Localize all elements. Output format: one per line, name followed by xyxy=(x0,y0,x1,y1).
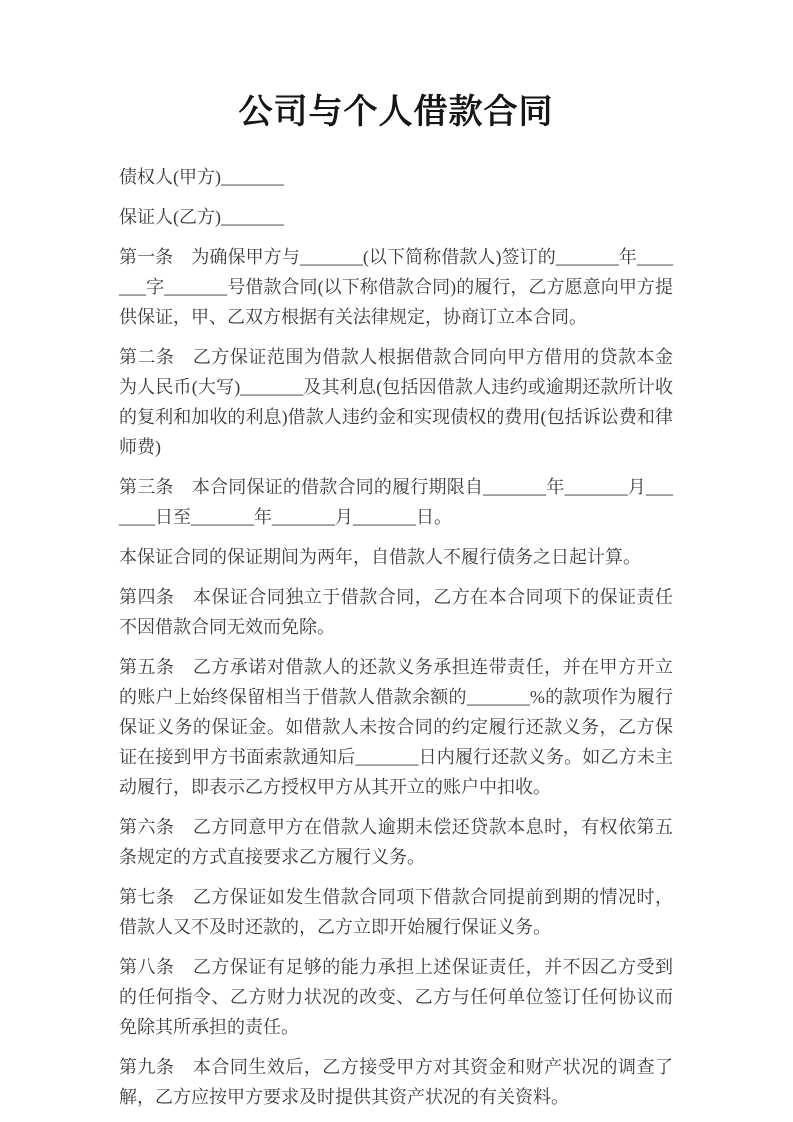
clause-6: 第六条 乙方同意甲方在借款人逾期未偿还贷款本息时，有权依第五条规定的方式直接要求乙方履行义务。 xyxy=(119,817,673,867)
document-title: 公司与个人借款合同 xyxy=(238,94,554,131)
clause-2: 第二条 乙方保证范围为借款人根据借款合同向甲方借用的贷款本金为人民币(大写)_______及其利息(包括因借款人违约或逾期还款所计收的复利和加收的利息)借款人违约金和实现债权的费用(包括诉讼费和律师费) xyxy=(119,347,673,457)
guarantee-period-note: 本保证合同的保证期间为两年，自借款人不履行债务之日起计算。 xyxy=(119,547,641,567)
clause-5: 第五条 乙方承诺对借款人的还款义务承担连带责任，并在甲方开立的账户上始终保留相当于借款人借款余额的_______%的款项作为履行保证义务的保证金。如借款人未按合同的约定履行还款义务，乙方保证在接到甲方书面索款通知后_______日内履行还款义务。如乙方未主动履行，即表示乙方授权甲方从其开立的账户中扣收。 xyxy=(119,657,673,797)
clause-4: 第四条 本保证合同独立于借款合同，乙方在本合同项下的保证责任不因借款合同无效而免除。 xyxy=(119,587,673,637)
clause-7: 第七条 乙方保证如发生借款合同项下借款合同提前到期的情况时，借款人又不及时还款的，乙方立即开始履行保证义务。 xyxy=(119,887,673,937)
clause-8: 第八条 乙方保证有足够的能力承担上述保证责任，并不因乙方受到的任何指令、乙方财力状况的改变、乙方与任何单位签订任何协议而免除其所承担的责任。 xyxy=(119,957,673,1037)
party-guarantor-line: 保证人(乙方)_______ xyxy=(119,207,284,227)
clause-3: 第三条 本合同保证的借款合同的履行期限自_______年_______月_______日至_______年_______月_______日。 xyxy=(119,477,673,527)
party-creditor-line: 债权人(甲方)_______ xyxy=(119,167,284,187)
clause-1: 第一条 为确保甲方与_______(以下简称借款人)签订的_______年_______字_______号借款合同(以下称借款合同)的履行，乙方愿意向甲方提供保证，甲、乙双方根据有关法律规定，协商订立本合同。 xyxy=(119,247,673,327)
clause-9: 第九条 本合同生效后，乙方接受甲方对其资金和财产状况的调查了解，乙方应按甲方要求及时提供其资产状况的有关资料。 xyxy=(119,1057,673,1107)
